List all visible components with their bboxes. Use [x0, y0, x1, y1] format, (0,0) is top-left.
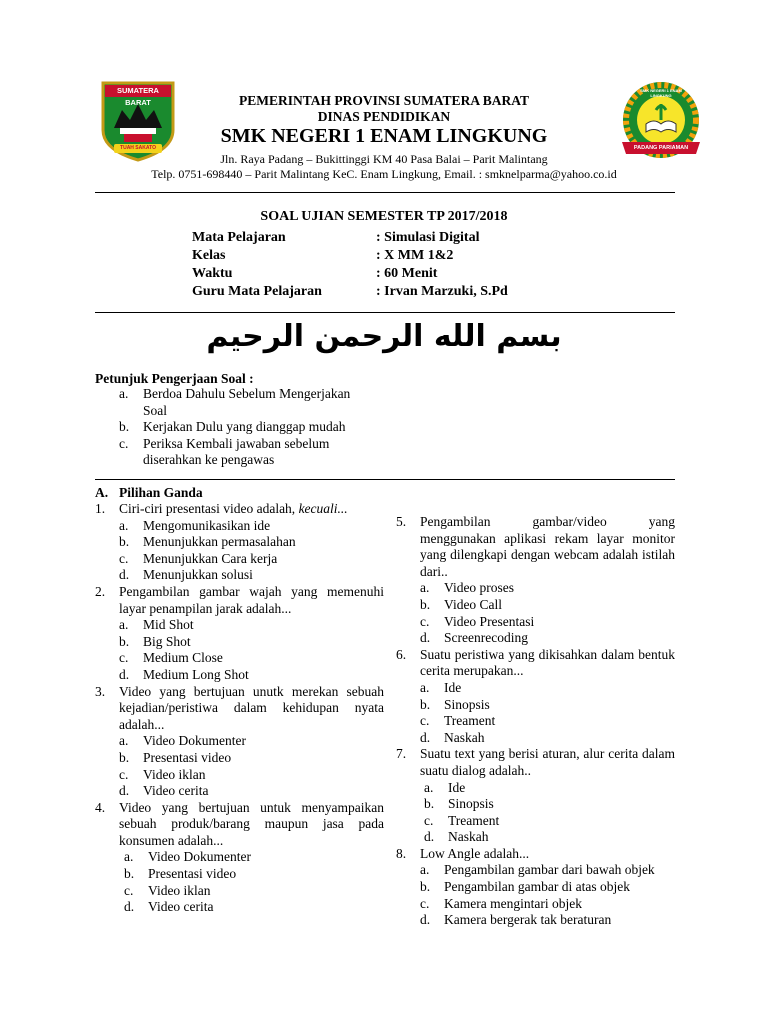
answer-option[interactable] [396, 879, 675, 896]
option-letter: c. [119, 650, 129, 666]
question-number: 2. [95, 583, 106, 599]
option-letter: d. [424, 829, 435, 845]
option-letter: b. [420, 879, 431, 895]
questions-right-column [396, 514, 675, 929]
option-letter: d. [124, 899, 135, 915]
option-text: Ide [444, 679, 462, 695]
exam-info-label: Kelas [192, 248, 226, 263]
option-letter: b. [420, 596, 431, 612]
option-letter: d. [420, 912, 431, 928]
school-contact: Telp. 0751-698440 – Parit Malintang KeC. Enam Lingkung, Email. : smknelparma@yahoo.co.id [151, 167, 617, 181]
option-text: Video Dokumenter [143, 733, 247, 749]
answer-option[interactable] [95, 849, 384, 866]
answer-option[interactable] [396, 862, 675, 879]
exam-info-label: Waktu [192, 266, 233, 281]
option-letter: d. [119, 666, 130, 682]
header-department: DINAS PENDIDIKAN [317, 109, 451, 124]
instruction-letter: b. [119, 419, 130, 435]
question [396, 746, 675, 779]
exam-title: SOAL UJIAN SEMESTER TP 2017/2018 [260, 209, 508, 224]
option-text: Naskah [448, 829, 489, 845]
answer-option[interactable] [95, 783, 384, 800]
option-text: Pengambilan gambar dari bawah objek [444, 862, 655, 878]
header-government: PEMERINTAH PROVINSI SUMATERA BARAT [239, 93, 529, 108]
answer-option[interactable] [95, 518, 384, 535]
option-text: Menunjukkan Cara kerja [143, 550, 278, 566]
question [95, 684, 384, 734]
question [396, 846, 675, 863]
option-text: Video proses [444, 580, 515, 596]
province-logo-label: SUMATERA BARAT [117, 86, 159, 107]
answer-option[interactable] [95, 617, 384, 634]
option-letter: c. [124, 882, 134, 898]
option-letter: a. [119, 733, 129, 749]
option-letter: d. [119, 567, 130, 583]
question-stem-italic: kecuali... [298, 501, 348, 516]
option-text: Sinopsis [448, 796, 494, 812]
question-number: 1. [95, 501, 106, 516]
instructions-list [95, 386, 365, 469]
option-text: Naskah [444, 729, 485, 745]
option-letter: b. [119, 749, 130, 765]
question-number: 7. [396, 746, 407, 762]
option-text: Treament [444, 713, 496, 729]
exam-info-label: Mata Pelajaran [192, 230, 286, 245]
answer-option[interactable] [95, 534, 384, 551]
question [95, 800, 384, 850]
option-letter: c. [420, 613, 430, 629]
option-text: Sinopsis [444, 696, 490, 712]
answer-option[interactable] [396, 680, 675, 697]
answer-option[interactable] [95, 733, 384, 750]
header-divider [95, 192, 675, 193]
option-text: Mengomunikasikan ide [143, 517, 271, 533]
exam-info-value: : Irvan Marzuki, S.Pd [376, 284, 508, 299]
option-text: Video cerita [143, 783, 209, 799]
option-letter: d. [119, 783, 130, 799]
option-text: Kamera bergerak tak beraturan [444, 912, 612, 928]
question-text: Video yang bertujuan unutk merekan sebuah kejadian/peristiwa dalam kehidupan nyata adalah... [119, 683, 384, 732]
instruction-text: Kerjakan Dulu yang dianggap mudah [143, 419, 346, 435]
question-stem: Ciri-ciri presentasi video adalah, [119, 501, 299, 516]
option-text: Menunjukkan solusi [143, 567, 253, 583]
option-text: Big Shot [143, 633, 191, 649]
option-letter: b. [119, 633, 130, 649]
answer-option[interactable] [396, 896, 675, 913]
option-letter: d. [420, 729, 431, 745]
question-number: 8. [396, 845, 407, 861]
option-letter: c. [424, 812, 434, 828]
answer-option[interactable] [95, 650, 384, 667]
exam-info-value: : Simulasi Digital [376, 230, 480, 245]
question-text [119, 501, 384, 518]
instruction-item [95, 386, 365, 419]
option-text: Medium Long Shot [143, 666, 249, 682]
answer-option[interactable] [95, 866, 384, 883]
question-number: 3. [95, 683, 106, 699]
answer-option[interactable] [396, 813, 675, 830]
answer-option[interactable] [396, 912, 675, 929]
instruction-letter: a. [119, 386, 129, 401]
questions-left-column [95, 501, 384, 916]
answer-option[interactable] [396, 780, 675, 797]
answer-option[interactable] [95, 567, 384, 584]
option-text: Video iklan [148, 882, 211, 898]
info-divider [95, 312, 675, 313]
question-number: 6. [396, 646, 407, 662]
basmalah: بسم الله الرحمن الرحيم [206, 319, 562, 354]
option-letter: c. [119, 766, 129, 782]
answer-option[interactable] [95, 883, 384, 900]
exam-info-value: : 60 Menit [376, 266, 438, 281]
option-text: Video Call [444, 596, 503, 612]
answer-option[interactable] [396, 630, 675, 647]
option-letter: d. [420, 630, 431, 646]
answer-option[interactable] [95, 667, 384, 684]
option-text: Medium Close [143, 650, 223, 666]
option-text: Treament [448, 812, 500, 828]
answer-option[interactable] [95, 899, 384, 916]
province-logo-motto: TUAH SAKATO [120, 145, 156, 151]
exam-info-value: : X MM 1&2 [376, 248, 454, 263]
question [396, 647, 675, 680]
option-text: Video cerita [148, 899, 214, 915]
option-text: Presentasi video [143, 749, 232, 765]
option-letter: a. [424, 779, 434, 795]
answer-option[interactable] [396, 713, 675, 730]
school-name: SMK NEGERI 1 ENAM LINGKUNG [220, 125, 548, 147]
option-letter: b. [424, 796, 435, 812]
option-letter: a. [119, 617, 129, 633]
option-text: Mid Shot [143, 617, 194, 633]
option-text: Presentasi video [148, 866, 237, 882]
option-letter: b. [420, 696, 431, 712]
answer-option[interactable] [95, 634, 384, 651]
question-text: Suatu peristiwa yang dikisahkan dalam bentuk cerita merupakan... [420, 646, 675, 679]
question [95, 584, 384, 617]
option-letter: b. [119, 534, 130, 550]
option-text: Pengambilan gambar di atas objek [444, 879, 630, 895]
option-letter: a. [124, 849, 134, 865]
exam-info-label: Guru Mata Pelajaran [192, 284, 322, 299]
question [95, 501, 384, 518]
question-text: Suatu text yang berisi aturan, alur cerita dalam suatu dialog adalah.. [420, 746, 675, 778]
answer-option[interactable] [95, 767, 384, 784]
instructions-divider [95, 479, 675, 480]
school-logo-banner: PADANG PARIAMAN [633, 145, 689, 151]
option-letter: a. [119, 517, 129, 533]
answer-option[interactable] [95, 551, 384, 568]
option-text: Ide [448, 779, 466, 795]
question-text: Video yang bertujuan untuk menyampaikan sebuah produk/barang maupun jasa pada konsumen adalah... [119, 799, 384, 848]
question [396, 514, 675, 580]
question-number: 4. [95, 799, 106, 815]
question-text: Low Angle adalah... [420, 845, 530, 861]
school-address: Jln. Raya Padang – Bukittinggi KM 40 Pasa Balai – Parit Malintang [220, 152, 548, 166]
instruction-text: Berdoa Dahulu Sebelum Mengerjakan Soal [143, 386, 351, 418]
answer-option[interactable] [95, 750, 384, 767]
option-letter: a. [420, 580, 430, 596]
question-text: Pengambilan gambar/video yang menggunakan aplikasi rekam layar monitor yang dilengkapi dengan webcam adalah istilah dari.. [420, 514, 675, 579]
option-letter: c. [119, 550, 129, 566]
option-text: Video Presentasi [444, 613, 535, 629]
school-logo-ring-text: SMK NEGERI 1 ENAM LINGKUNG [640, 88, 682, 98]
instruction-text: Periksa Kembali jawaban sebelum diserahkan ke pengawas [143, 435, 330, 468]
answer-option[interactable] [396, 697, 675, 714]
answer-option[interactable] [396, 730, 675, 747]
question-number: 5. [396, 514, 407, 529]
instruction-item [95, 436, 365, 469]
instruction-letter: c. [119, 435, 129, 451]
answer-option[interactable] [396, 597, 675, 614]
answer-option[interactable] [396, 829, 675, 846]
section-letter: A. [95, 485, 109, 500]
option-letter: c. [420, 713, 430, 729]
option-letter: b. [124, 866, 135, 882]
option-text: Kamera mengintari objek [444, 895, 582, 911]
answer-option[interactable] [396, 580, 675, 597]
option-text: Video iklan [143, 766, 206, 782]
option-text: Menunjukkan permasalahan [143, 534, 296, 550]
answer-option[interactable] [396, 796, 675, 813]
option-text: Screenrecoding [444, 630, 528, 646]
answer-option[interactable] [396, 614, 675, 631]
section-title: Pilihan Ganda [119, 485, 203, 500]
option-letter: c. [420, 895, 430, 911]
option-text: Video Dokumenter [148, 849, 252, 865]
option-letter: a. [420, 862, 430, 878]
section-heading [95, 485, 203, 502]
option-letter: a. [420, 679, 430, 695]
question-text: Pengambilan gambar wajah yang memenuhi layar penampilan jarak adalah... [119, 583, 384, 616]
instructions-title: Petunjuk Pengerjaan Soal : [95, 371, 254, 386]
instruction-item [95, 419, 365, 436]
